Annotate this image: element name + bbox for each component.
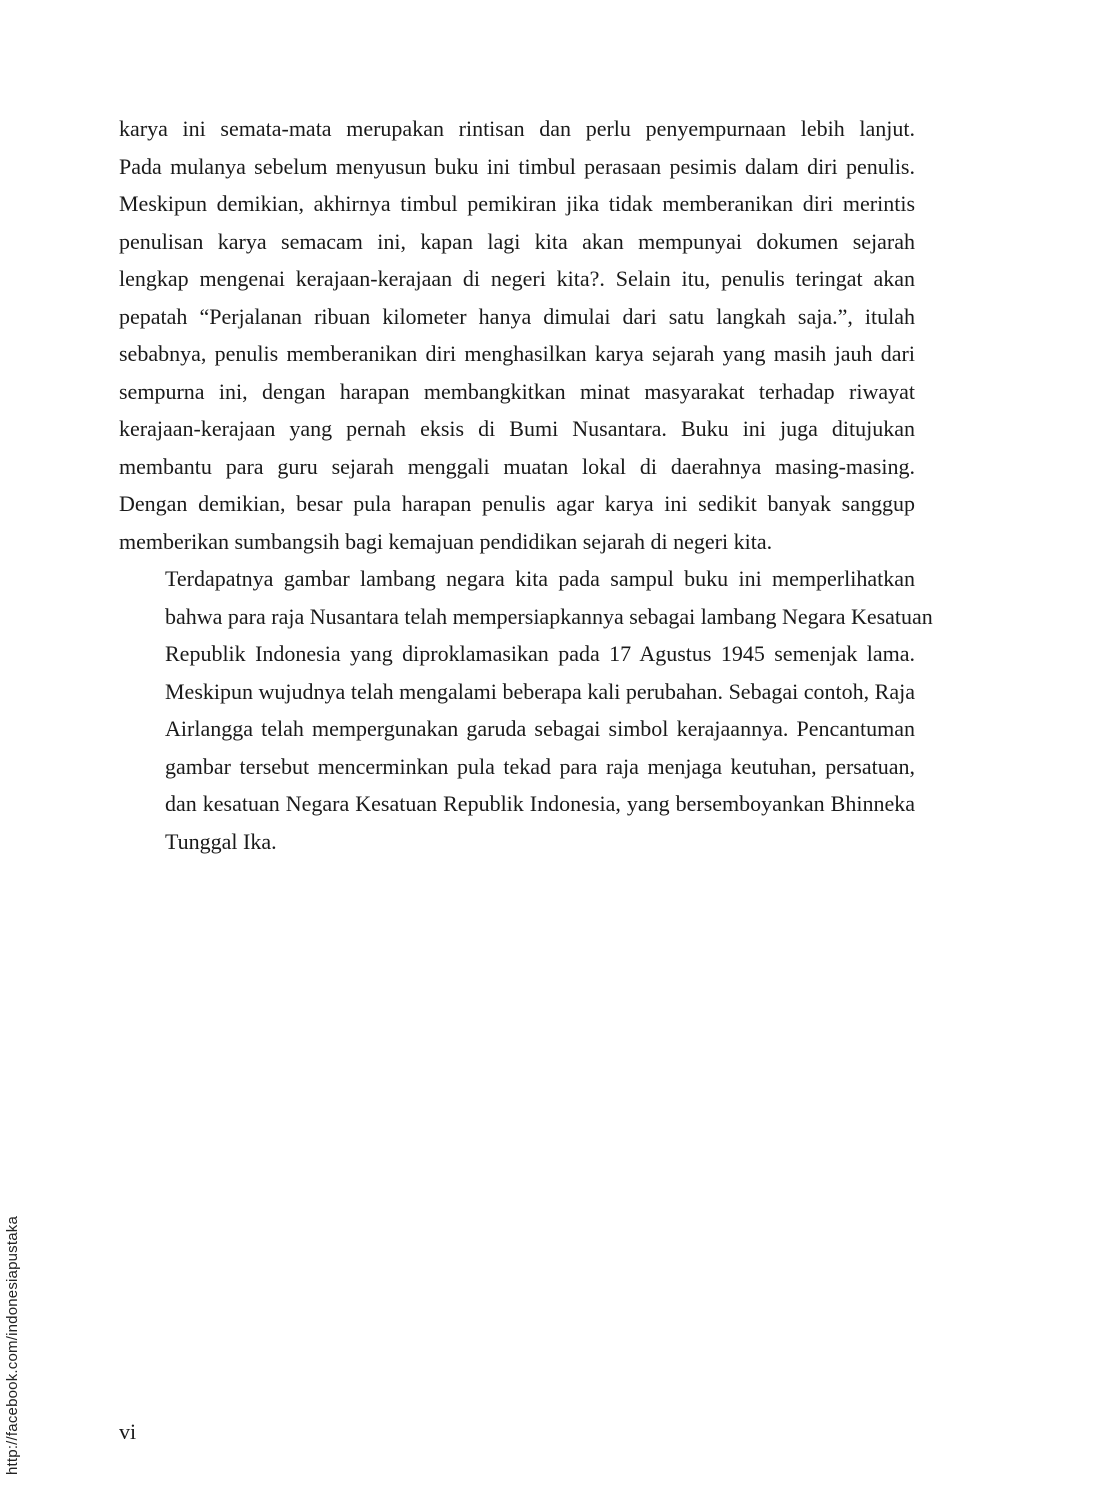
text-line: sebabnya, penulis memberanikan diri menghasilkan karya sejarah yang masih jauh dari [119,341,915,366]
text-line: Airlangga telah mempergunakan garuda sebagai simbol kerajaannya. Pencantuman [165,716,915,741]
paragraphs-container [119,110,933,860]
page-body [119,110,933,860]
text-line: sempurna ini, dengan harapan membangkitkan minat masyarakat terhadap riwayat [119,378,915,404]
text-line: karya ini semata-mata merupakan rintisan dan perlu penyempurnaan lebih lanjut. [119,116,915,141]
paragraph [119,560,933,860]
text-line: dan kesatuan Negara Kesatuan Republik Indonesia, yang bersemboyankan Bhinneka [165,791,915,816]
text-line: gambar tersebut mencerminkan pula tekad para raja menjaga keutuhan, persatuan, [165,753,915,779]
text-line: Meskipun wujudnya telah mengalami beberapa kali perubahan. Sebagai contoh, Raja [165,678,915,704]
text-line: Meskipun demikian, akhirnya timbul pemikiran jika tidak memberanikan diri merintis [119,191,915,216]
page-number: vi [119,1419,137,1444]
text-line: lengkap mengenai kerajaan-kerajaan di negeri kita?. Selain itu, penulis teringat akan [119,266,915,291]
text-line: memberikan sumbangsih bagi kemajuan pendidikan sejarah di negeri kita. [119,528,773,554]
text-line: Republik Indonesia yang diproklamasikan pada 17 Agustus 1945 semenjak lama. [165,641,915,666]
side-watermark-link-text: http://facebook.com/indonesiapustaka [4,1215,21,1475]
text-line: membantu para guru sejarah menggali muatan lokal di daerahnya masing-masing. [119,453,915,479]
text-line: bahwa para raja Nusantara telah mempersiapkannya sebagai lambang Negara Kesatuan [165,603,933,629]
text-line: Terdapatnya gambar lambang negara kita pada sampul buku ini memperlihatkan [165,566,915,591]
text-line: Tunggal Ika. [165,828,277,854]
text-line: Dengan demikian, besar pula harapan penulis agar karya ini sedikit banyak sanggup [119,491,915,516]
text-line: Pada mulanya sebelum menyusun buku ini timbul perasaan pesimis dalam diri penulis. [119,153,915,179]
text-line: pepatah “Perjalanan ribuan kilometer hanya dimulai dari satu langkah saja.”, itulah [119,303,915,329]
text-line: kerajaan-kerajaan yang pernah eksis di Bumi Nusantara. Buku ini juga ditujukan [119,416,915,441]
paragraph [119,110,915,560]
text-line: penulisan karya semacam ini, kapan lagi kita akan mempunyai dokumen sejarah [119,228,915,254]
